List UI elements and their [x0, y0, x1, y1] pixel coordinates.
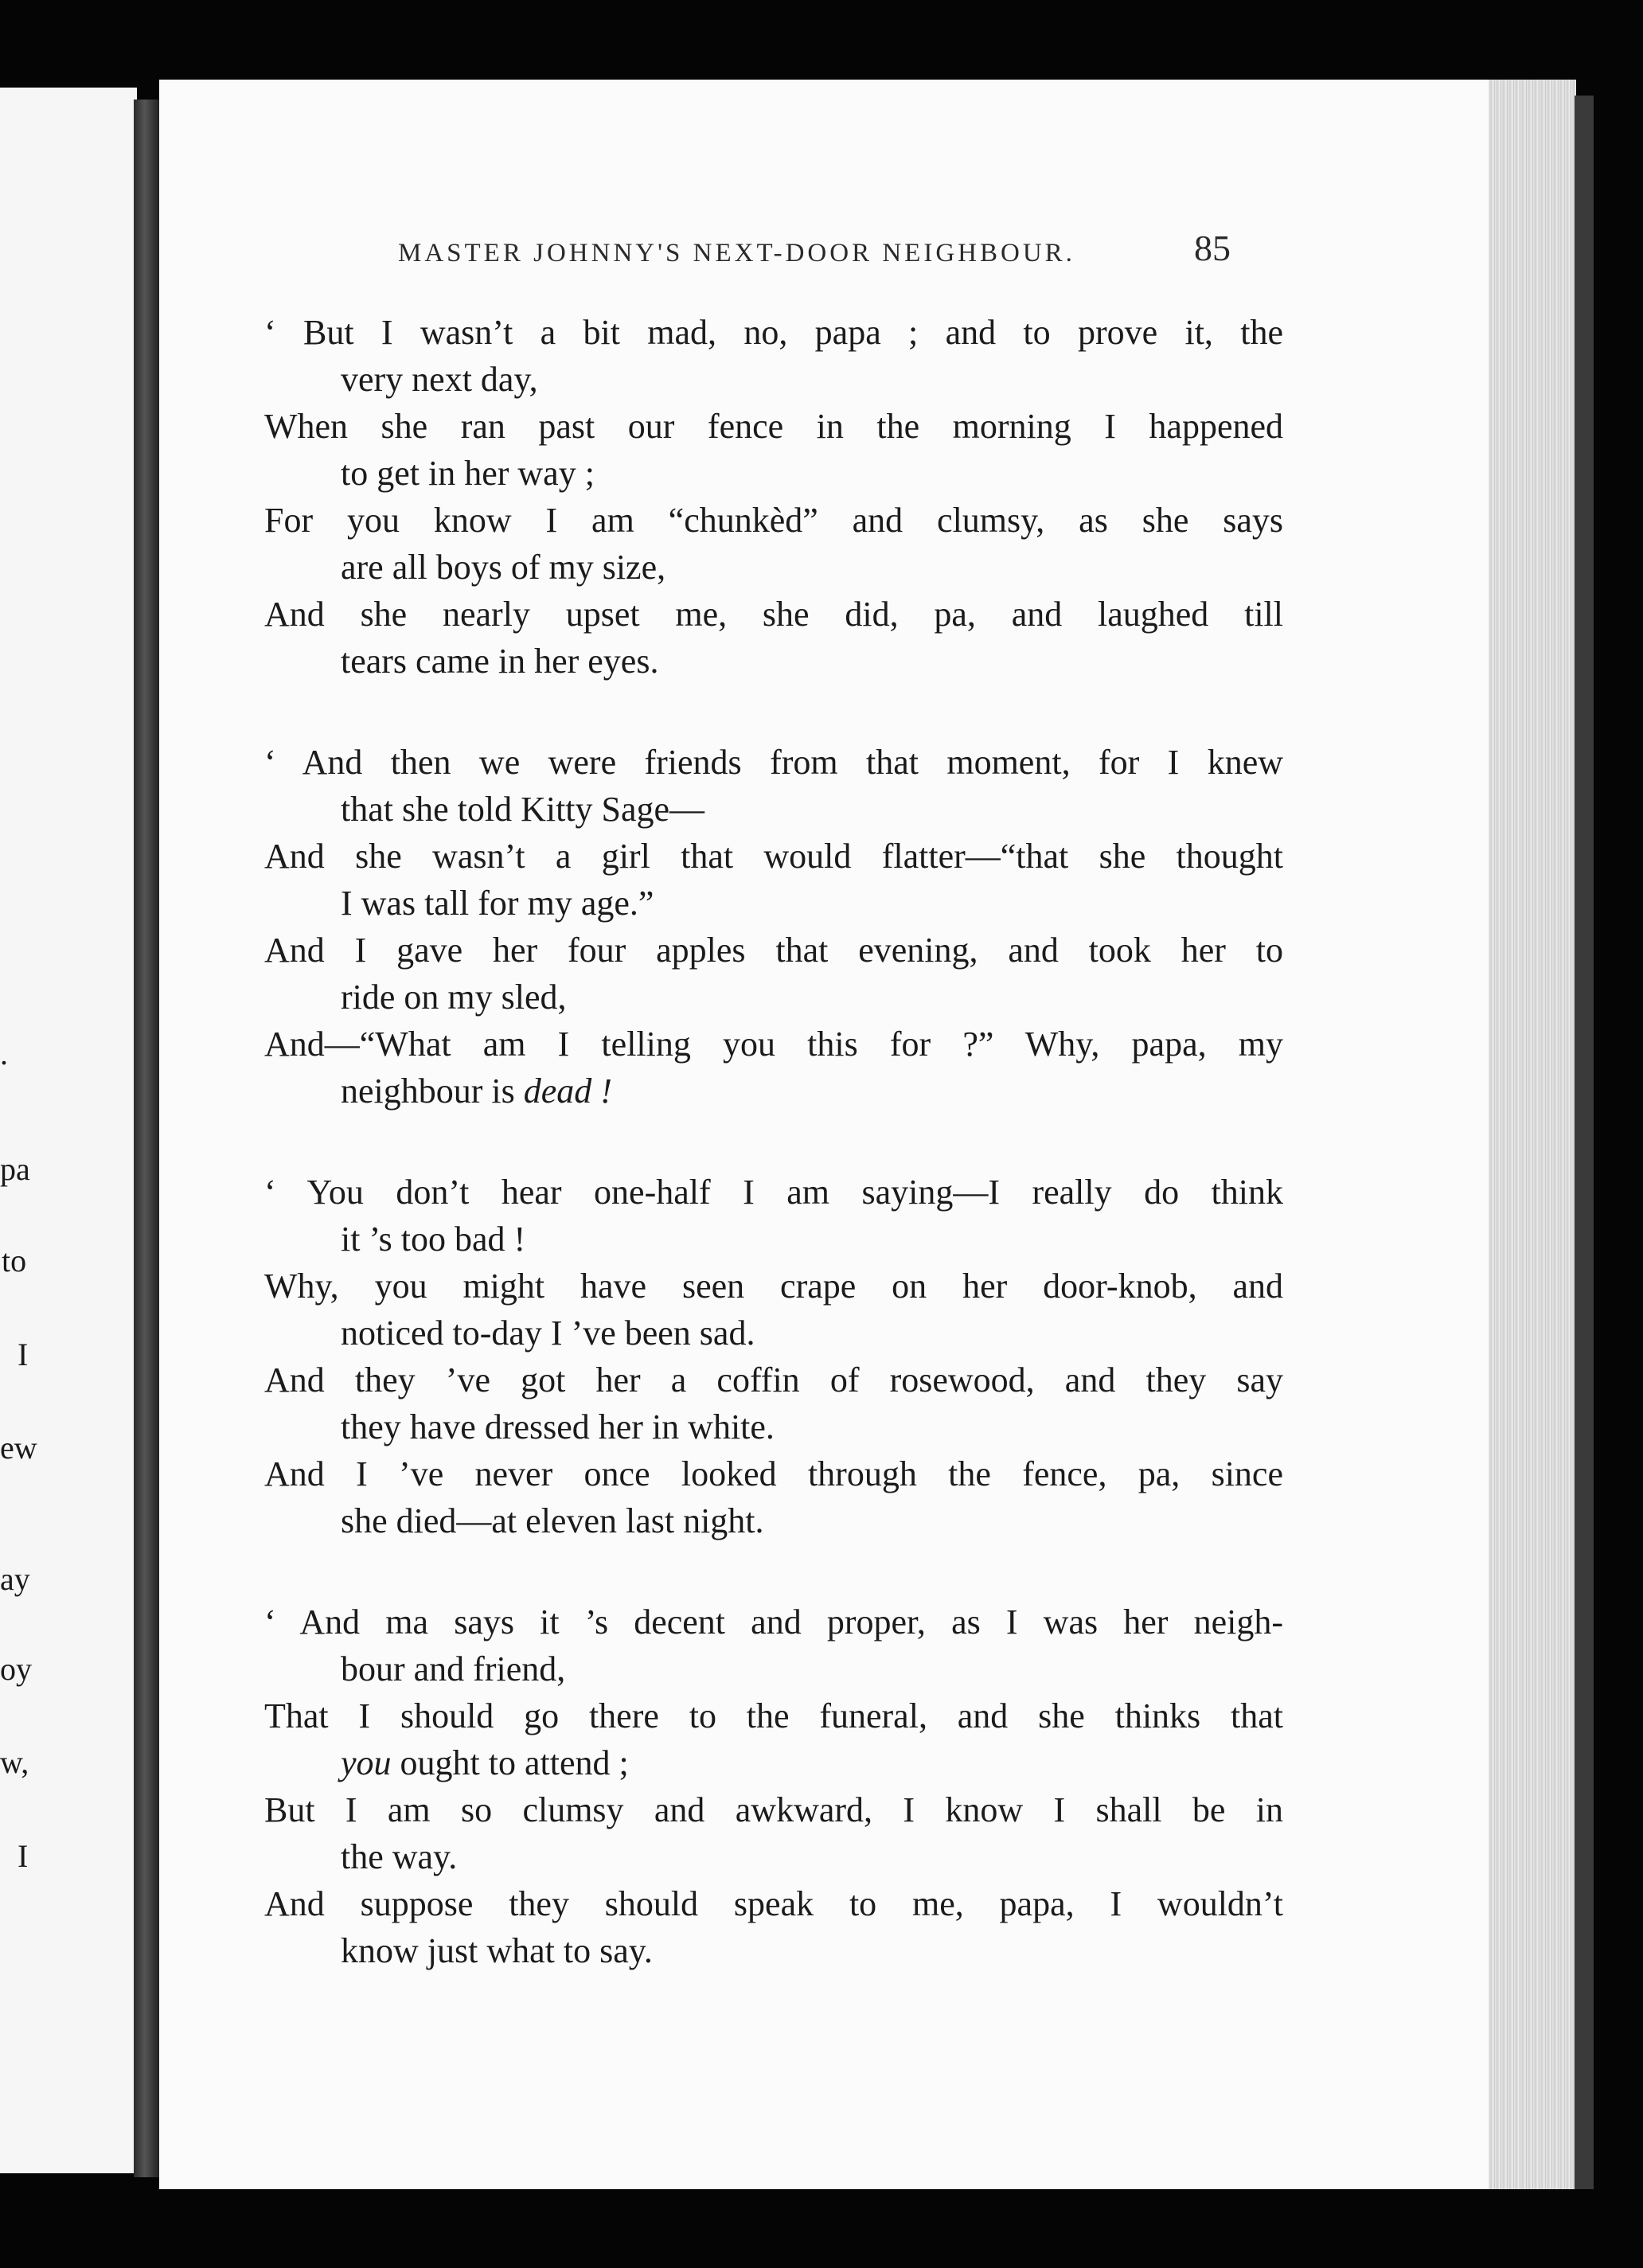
verse-line — [264, 309, 1283, 403]
left-facing-page — [0, 88, 137, 2173]
verse-line-text: That I should go there to the funeral, and she thinks that — [264, 1696, 1283, 1735]
left-page-fragment: oy — [0, 1651, 32, 1687]
verse-line-continuation: they have dressed her in white. — [341, 1407, 775, 1446]
stanza — [264, 1599, 1283, 1974]
page-number: 85 — [1194, 228, 1231, 268]
verse-text-roman: neighbour is — [341, 1072, 524, 1111]
poem-body — [264, 309, 1283, 2028]
book-gutter — [134, 100, 161, 2177]
verse-line — [264, 1169, 1283, 1263]
verse-line-text: And she nearly upset me, she did, pa, and laughed till — [264, 595, 1283, 634]
verse-line-continuation: noticed to-day I ’ve been sad. — [341, 1314, 755, 1353]
verse-line-continuation: she died—at eleven last night. — [341, 1501, 764, 1540]
verse-line — [264, 1786, 1283, 1880]
verse-line-text: ‘ You don’t hear one-half I am saying—I really do think — [264, 1173, 1283, 1212]
verse-line-text: But I am so clumsy and awkward, I know I shall be in — [264, 1790, 1283, 1829]
left-page-fragment: I — [18, 1337, 29, 1372]
verse-line-continuation — [264, 1739, 1283, 1786]
left-page-fragment: ay — [0, 1561, 30, 1597]
left-page-fragment: I — [18, 1838, 29, 1874]
verse-text-roman: ought to attend ; — [391, 1743, 629, 1782]
left-page-fragment: pa — [0, 1151, 30, 1187]
verse-line-continuation: to get in her way ; — [341, 454, 595, 493]
verse-line-continuation: very next day, — [341, 360, 538, 399]
book-cover-edge — [1575, 96, 1594, 2189]
verse-line-text: And—“What am I telling you this for ?” Why, papa, my — [264, 1025, 1283, 1064]
verse-line-text: ‘ And ma says it ’s decent and proper, as I was her neigh- — [264, 1602, 1283, 1641]
left-page-fragment: w, — [0, 1744, 29, 1780]
running-head: MASTER JOHNNY'S NEXT-DOOR NEIGHBOUR. — [398, 239, 1075, 267]
verse-line-continuation: ride on my sled, — [341, 978, 567, 1017]
verse-line-text: For you know I am “chunkèd” and clumsy, as she says — [264, 501, 1283, 540]
stanza — [264, 1169, 1283, 1544]
verse-line — [264, 1450, 1283, 1544]
verse-line — [264, 403, 1283, 497]
verse-line-continuation — [264, 1068, 1283, 1114]
verse-line — [264, 1880, 1283, 1974]
verse-line — [264, 1599, 1283, 1692]
left-page-fragment: ew — [0, 1430, 37, 1466]
verse-line-text: When she ran past our fence in the morning I happened — [264, 407, 1283, 446]
verse-line-text: And she wasn’t a girl that would flatter—“that she thought — [264, 837, 1283, 876]
verse-line — [264, 739, 1283, 833]
verse-line-continuation: tears came in her eyes. — [341, 642, 659, 681]
verse-line — [264, 497, 1283, 591]
verse-line-continuation: it ’s too bad ! — [341, 1220, 526, 1259]
verse-line — [264, 833, 1283, 927]
verse-line-text: And they ’ve got her a coffin of rosewood, and they say — [264, 1360, 1283, 1399]
verse-line-continuation: bour and friend, — [341, 1649, 566, 1688]
stanza — [264, 739, 1283, 1114]
verse-line — [264, 1021, 1283, 1114]
verse-line-continuation: know just what to say. — [341, 1931, 653, 1970]
verse-line-continuation: are all boys of my size, — [341, 548, 666, 587]
verse-text-italic: dead ! — [523, 1072, 612, 1111]
verse-line — [264, 1263, 1283, 1357]
verse-line-text: And I gave her four apples that evening, and took her to — [264, 931, 1283, 970]
verse-line — [264, 1357, 1283, 1450]
left-page-fragment: to — [2, 1243, 27, 1278]
verse-line — [264, 591, 1283, 685]
stanza — [264, 309, 1283, 685]
verse-line-text: ‘ But I wasn’t a bit mad, no, papa ; and to prove it, the — [264, 313, 1283, 352]
page-edges — [1489, 80, 1576, 2189]
verse-line-text: And suppose they should speak to me, papa, I wouldn’t — [264, 1884, 1283, 1923]
verse-line-text: ‘ And then we were friends from that moment, for I knew — [264, 743, 1283, 782]
left-page-fragment: . — [0, 1036, 8, 1072]
verse-text-italic: you — [341, 1743, 392, 1782]
verse-line-text: Why, you might have seen crape on her door-knob, and — [264, 1267, 1283, 1306]
verse-line — [264, 927, 1283, 1021]
verse-line-continuation: the way. — [341, 1837, 458, 1876]
verse-line-text: And I ’ve never once looked through the fence, pa, since — [264, 1454, 1283, 1493]
verse-line-continuation: that she told Kitty Sage— — [341, 790, 705, 829]
verse-line-continuation: I was tall for my age.” — [341, 884, 654, 923]
verse-line — [264, 1692, 1283, 1786]
